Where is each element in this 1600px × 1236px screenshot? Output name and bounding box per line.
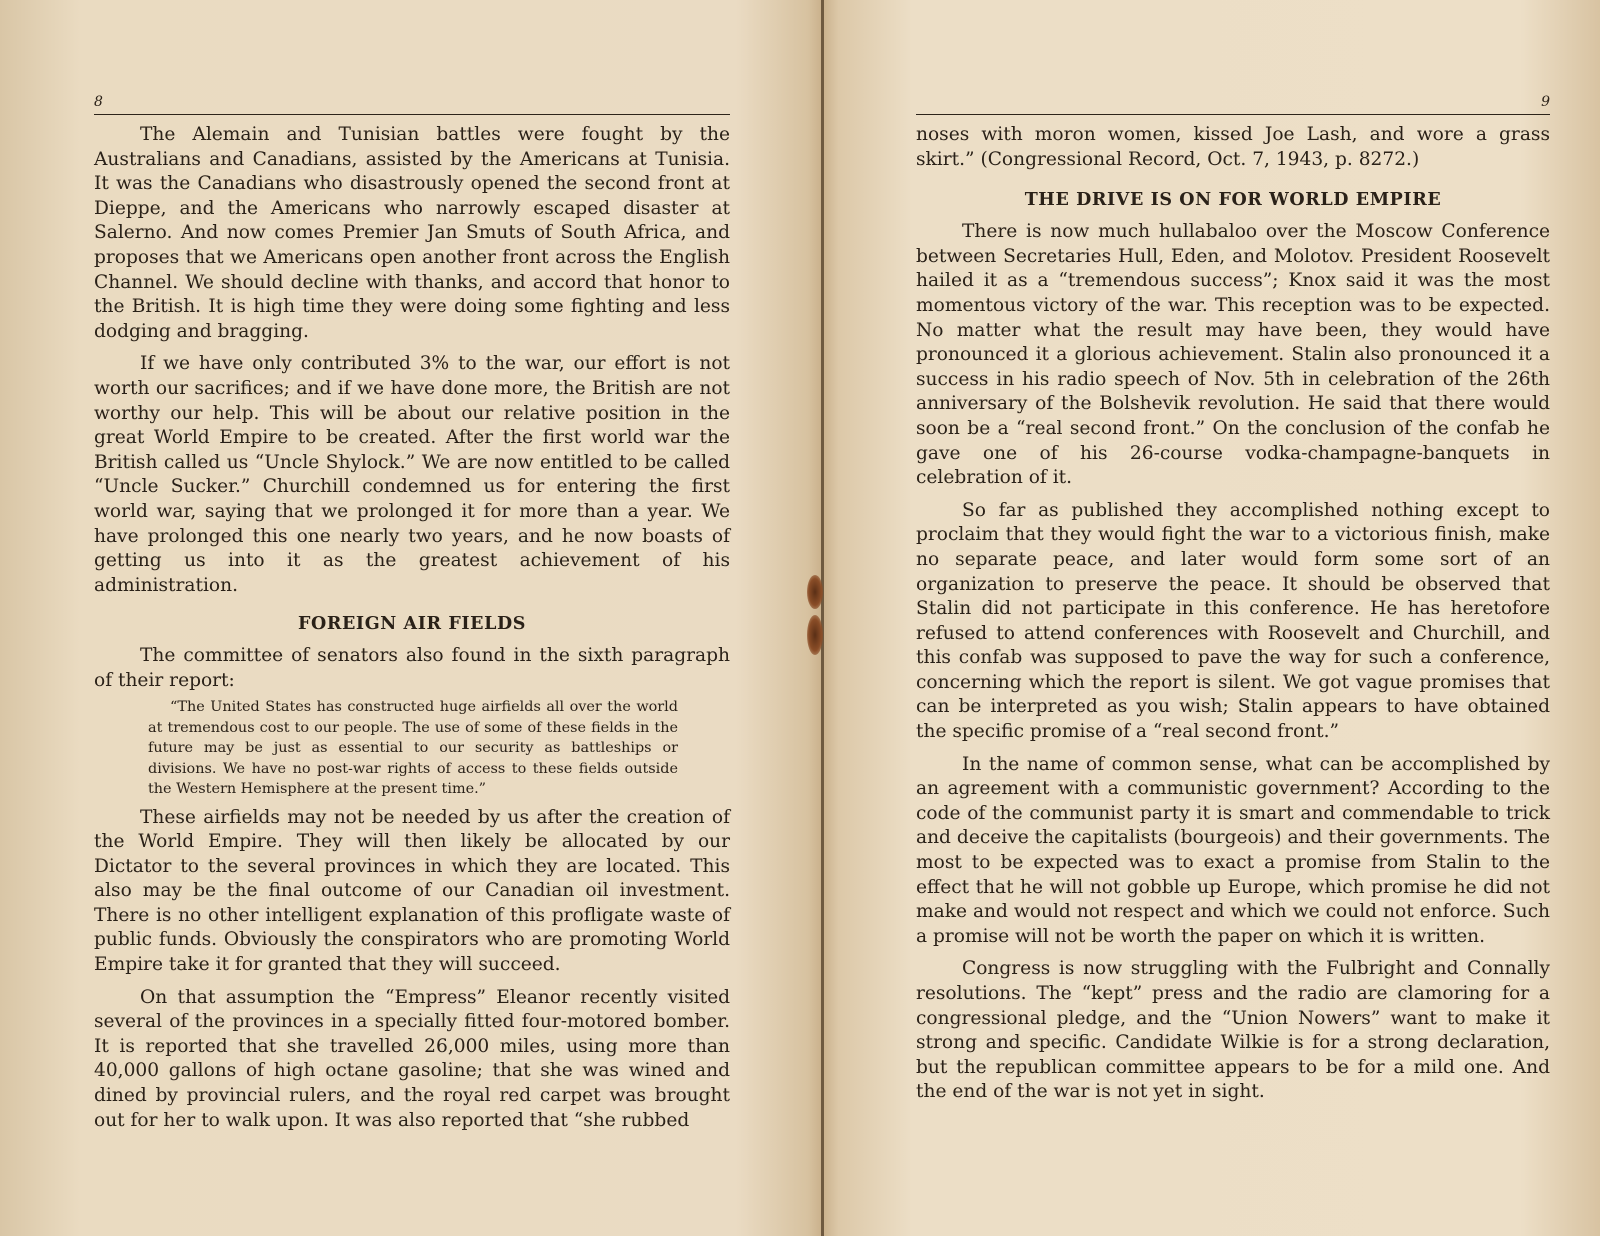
right-page — [916, 96, 1550, 1113]
binding-stain — [807, 615, 823, 655]
paragraph: The Alemain and Tunisian battles were fought by the Australians and Canadians, assisted by the Americans at Tunisia. It was the Canadians who disastrously opened the second front at Dieppe, and the Americans who narrowly escaped disaster at Salerno. And now comes Premier Jan Smuts of South Africa, and proposes that we Americans open another front across the English Channel. We should decline with thanks, and accord that honor to the British. It is high time they were doing some fighting and less dodging and bragging. — [94, 124, 730, 342]
paragraph: These airfields may not be needed by us after the creation of the World Empire. They will then likely be allocated by our Dictator to the several provinces in which they are located. This also may be the final outcome of our Canadian oil investment. There is no other intelligent explanation of this profligate waste of public funds. Obviously the conspirators who are promoting World Empire take it for granted that they will succeed. — [94, 806, 730, 976]
page-header — [916, 96, 1550, 115]
section-heading: THE DRIVE IS ON FOR WORLD EMPIRE — [1024, 190, 1442, 211]
paragraph: In the name of common sense, what can be accomplished by an agreement with a communistic government? According to the code of the communist party it is smart and commendable to trick and deceive the capitalists (bourgeois) and their governments. The most to be expected was to exact a promise from Stalin to the effect that he will not gobble up Europe, which promise he did not make and would not respect and which we could not enforce. Such a promise will not be worth the paper on which it is written. — [916, 753, 1550, 947]
block-quote: “The United States has constructed huge airfields all over the world at tremendous cost to our people. The use of some of these fields in the future may be just as essential to our security as battleships or divisions. We have no post-war rights of access to these fields outside the Western Hemisphere at the present time.” — [148, 699, 678, 798]
page-number: 8 — [94, 94, 103, 110]
paragraph: If we have only contributed 3% to the war, our effort is not worth our sacrifices; and if we have done more, the British are not worthy our help. This will be about our relative position in the great World Empire to be created. After the first world war the British called us “Uncle Shylock.” We are now entitled to be called “Uncle Sucker.” Churchill condemned us for entering the first world war, saying that we prolonged it for more than a year. We have prolonged this one nearly two years, and he now boasts of getting us into it as the greatest achievement of his administration. — [94, 353, 730, 596]
page-number: 9 — [1541, 94, 1550, 110]
book-spine — [821, 0, 824, 1236]
paragraph: The committee of senators also found in the sixth paragraph of their report: — [94, 645, 730, 691]
paragraph: noses with moron women, kissed Joe Lash, and wore a grass skirt.” (Congressional Record, Oct. 7, 1943, p. 8272.) — [916, 124, 1550, 170]
binding-stain — [807, 575, 823, 609]
left-page — [94, 96, 730, 1141]
page-header — [94, 96, 730, 115]
paragraph: Congress is now struggling with the Fulbright and Connally resolutions. The “kept” press and the radio are clamoring for a congressional pledge, and the “Union Nowers” want to make it strong and specific. Candidate Wilkie is for a strong declaration, but the republican committee appears to be for a mild one. And the end of the war is not yet in sight. — [916, 958, 1550, 1103]
paragraph: On that assumption the “Empress” Eleanor recently visited several of the provinces in a specially fitted four-motored bomber. It is reported that she travelled 26,000 miles, using more than 40,000 gallons of high octane gasoline; that she was wined and dined by provincial rulers, and the royal red carpet was brought out for her to walk upon. It was also reported that “she rubbed — [94, 986, 730, 1131]
paragraph: There is now much hullabaloo over the Moscow Conference between Secretaries Hull, Eden, and Molotov. President Roosevelt hailed it as a “tremendous success”; Knox said it was the most momentous victory of the war. This reception was to be expected. No matter what the result may have been, they would have pronounced it a glorious achievement. Stalin also pronounced it a success in his radio speech of Nov. 5th in celebration of the 26th anniversary of the Bolshevik revolution. He said that there would soon be a “real second front.” On the conclusion of the confab he gave one of his 26-course vodka-champagne-banquets in celebration of it. — [916, 221, 1550, 489]
paragraph: So far as published they accomplished nothing except to proclaim that they would fight the war to a victorious finish, make no separate peace, and later would form some sort of an organization to preserve the peace. It should be observed that Stalin did not participate in this conference. He has heretofore refused to attend conferences with Roosevelt and Churchill, and this confab was supposed to pave the way for such a conference, concerning which the report is silent. We got vague promises that can be interpreted as you wish; Stalin appears to have obtained the specific promise of a “real second front.” — [916, 499, 1550, 743]
section-heading: FOREIGN AIR FIELDS — [297, 614, 527, 635]
